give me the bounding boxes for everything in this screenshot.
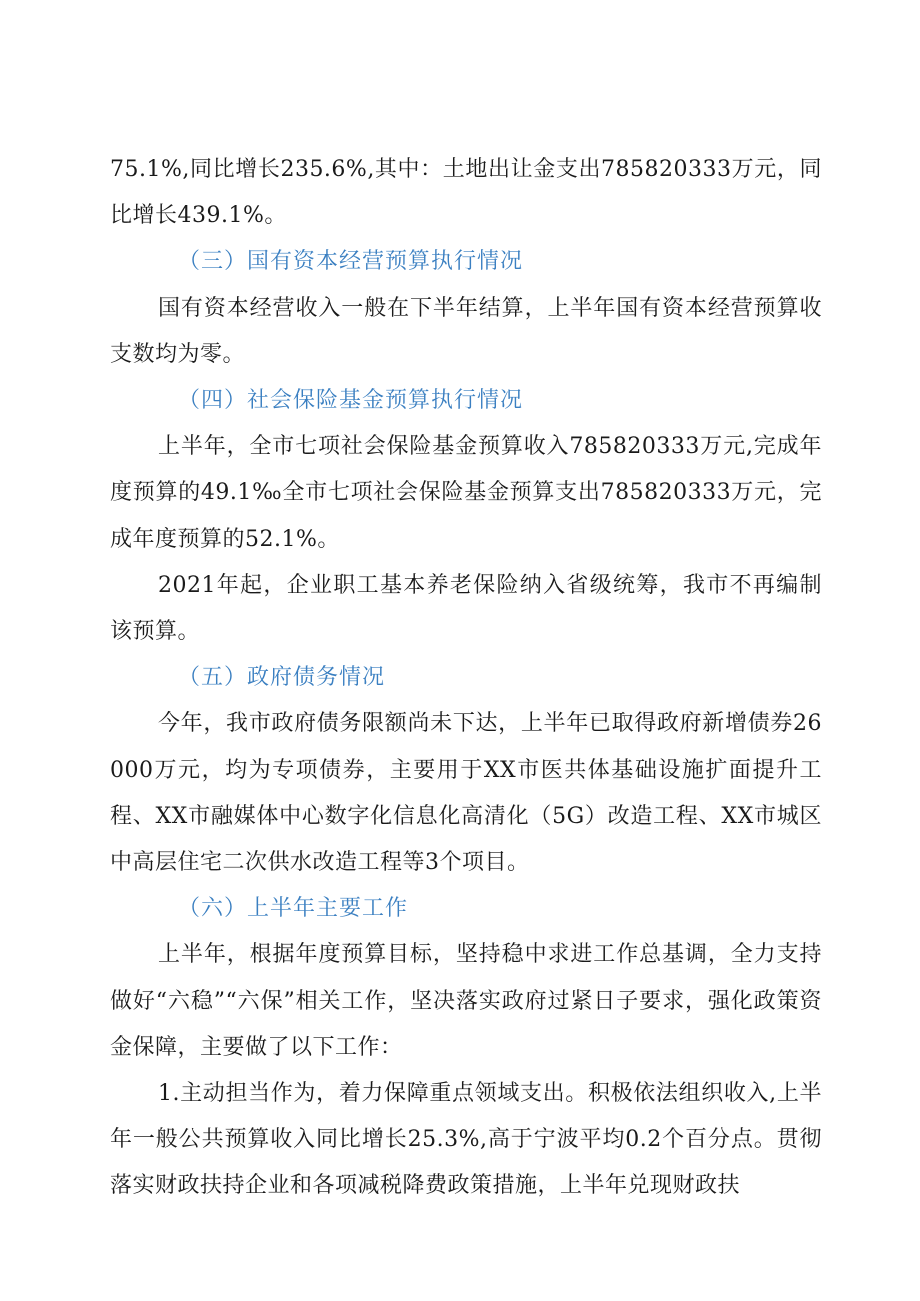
- section-heading-main-work: （六）上半年主要工作: [178, 896, 409, 922]
- paragraph-state-capital: 国有资本经营收入一般在下半年结算，上半年国有资本经营预算收支数均为零。: [110, 295, 822, 367]
- paragraph-key-spending: 1.主动担当作为，着力保障重点领域支出。积极依法组织收入,上半年一般公共预算收入同比增长25.3%,高于宁波平均0.2个百分点。贯彻落实财政扶持企业和各项减税降费政策措施，上半年兑现财政扶: [110, 1081, 822, 1199]
- section-heading-state-capital: （三）国有资本经营预算执行情况: [178, 249, 524, 275]
- document-body: [110, 147, 822, 1210]
- paragraph-government-debt: 今年，我市政府债务限额尚未下达，上半年已取得政府新增债券26000万元，均为专项债券，主要用于XX市医共体基础设施扩面提升工程、XX市融媒体中心数字化信息化高清化（5G）改造工程、XX市城区中高层住宅二次供水改造工程等3个项目。: [110, 711, 822, 876]
- paragraph-main-work: 上半年，根据年度预算目标，坚持稳中求进工作总基调，全力支持做好“六稳”“六保”相关工作，坚决落实政府过紧日子要求，强化政策资金保障，主要做了以下工作：: [110, 942, 822, 1060]
- paragraph-continued: 75.1%,同比增长235.6%,其中：土地出让金支出785820333万元，同比增长439.1%。: [110, 157, 822, 229]
- paragraph-social-insurance: 上半年，全市七项社会保险基金预算收入785820333万元,完成年度预算的49.1‰全市七项社会保险基金预算支出785820333万元，完成年度预算的52.1%。: [110, 434, 822, 552]
- paragraph-pension: 2021年起，企业职工基本养老保险纳入省级统筹，我市不再编制该预算。: [110, 572, 822, 645]
- section-heading-social-insurance: （四）社会保险基金预算执行情况: [178, 388, 524, 414]
- section-heading-government-debt: （五）政府债务情况: [178, 665, 386, 691]
